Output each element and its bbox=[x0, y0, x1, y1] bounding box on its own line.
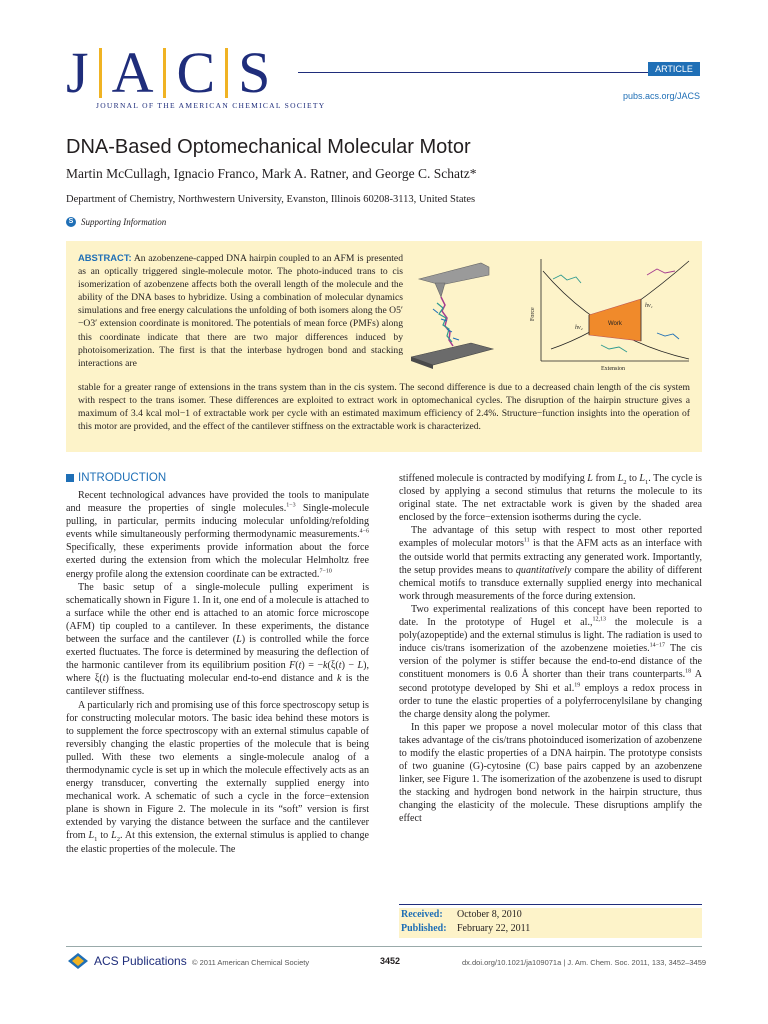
logo-letter-c: C bbox=[176, 40, 216, 105]
supporting-info-icon: S bbox=[66, 217, 76, 227]
molecule-sketch bbox=[601, 345, 627, 352]
molecule-sketch bbox=[553, 275, 581, 283]
supporting-info-link[interactable] bbox=[66, 217, 166, 227]
body-column-right: stiffened molecule is contracted by modifying L from $L_2$ to $L_1$. The cycle is closed by applying a second stimulus that returns the molecule to its original state. The net extractable work is given by the shaded area enclosed by the force−extension isotherms during the cycle. The advantage of this setup with respect to most other reported examples of molecular motors$^{11}$ is that the AFM acts as an interface with the outside world that permits extracting any generated work. Importantly, the setup provides means to quantitatively compare the ability of different chemical motifs to transduce externally supplied energy into mechanical work through measurements of the force during extension. Two experimental realizations of this concept have been reported to date. In the prototype of Hugel et al.,$^{12,13}$ the molecule is a poly(azopeptide) and the external stimulus is light. The radiation is used to induce cis/trans isomerization of the azobenzene moieties.$^{14-17}$ The cis version of the polymer is stiffer because the end-to-end distance of the constituent monomers is 0.6 Å shorter than their trans counterparts.$^{18}$ A second prototype developed by Shi et al.$^{19}$ employs a redox process in order to tune the elastic properties of a polyferrocenylsilane by changing the charge density along the polymer. In this paper we propose a novel molecular motor of this class that takes advantage of the cis/trans photoinduced isomerization of azobenzene to modify the elastic properties of a DNA hairpin. The prototype consists of two guanine (G)-cytosine (C) base pairs capped by an azobenzene linker, see Figure 1. The isomerization of the azobenzene is used to disrupt the stacking and hydrogen bond network in the hairpin structure, thus changing the elasticity of the molecule. These disruptions amplify the effect bbox=[399, 473, 703, 825]
molecule-sketch bbox=[657, 333, 679, 339]
work-label: Work bbox=[608, 321, 622, 327]
published-label: Published: bbox=[401, 923, 447, 934]
received-date: October 8, 2010 bbox=[457, 909, 522, 920]
logo-divider bbox=[99, 48, 102, 98]
supporting-info-label: Supporting Information bbox=[81, 217, 167, 227]
body-column-left: Recent technological advances have provided the tools to manipulate and measure the properties of single molecules.$^{1-3}$ Single-molecule pulling, in particular, permits inducing molecular unfolding/refolding events while simultaneously performing thermodynamic measurements.$^{4-6}$ Specifically, these experiments provide information about the force exerted during the extension from which the molecular Helmholtz free energy profile along the extension coordinate can be extracted.$^{7-10}$ The basic setup of a single-molecule pulling experiment is schematically shown in Figure 1. In it, one end of a molecule is attached to a surface while the other end is attached to an atomic force microscope (AFM) tip coupled to a cantilever. In these experiments, the distance between the surface and the cantilever (L) is controlled while the force exerted fluctuates. The force is determined by measuring the deflection of the harmonic cantilever from its equilibrium position F(t) = −k(ξ(t) − L), where ξ(t) is the fluctuating molecular end-to-end distance and k is the cantilever stiffness. A particularly rich and promising use of this force spectroscopy setup is for constructing molecular motors. The basic idea behind these motors is to supplement the force spectroscopy with an external stimulus capable of reversibly changing the elastic properties of the molecule that is being pulled. With these two elements a single-molecule analog of a thermodynamic cycle is set up in which the molecule effectively acts as an energy transducer, converting the externally supplied energy into mechanical work. A schematic of such a cycle in the force−extension plane is shown in Figure 2. The molecule in its “soft” version is first extended by varying the distance between the surface and the cantilever from $L_1$ to $L_2$. At this extension, the external stimulus is applied to change the elastic properties of the molecule. The bbox=[66, 490, 370, 855]
abstract-label: ABSTRACT: bbox=[78, 252, 132, 263]
abstract-body-part1: An azobenzene-capped DNA hairpin coupled to an AFM is presented as an optically triggered single-molecule motor. The photo-induced trans to cis isomerization of azobenzene affects both the overall length of the molecule and the ability of the DNA bases to hybridize. Using a combination of molecular dynamics simulations and free energy calculations the unfolding of both isomers along the O5′−O3′ extension coordinate is monitored. The potentials of mean force (PMFs) along this coordinate indicate that there are two major differences induced by photoisomerization. The first is that the interbase hydrogen bond and stacking interactions are bbox=[78, 253, 403, 369]
page-number: 3452 bbox=[380, 956, 401, 966]
logo-letter-j: J bbox=[66, 40, 89, 105]
affiliation: Department of Chemistry, Northwestern University, Evanston, Illinois 60208-3113, United States bbox=[66, 194, 476, 205]
footer-rule bbox=[66, 946, 702, 947]
abstract-text-top bbox=[78, 251, 403, 370]
acs-hexagon-icon bbox=[66, 952, 90, 970]
logo-divider bbox=[225, 48, 228, 98]
publication-dates bbox=[399, 908, 702, 938]
molecule-sketch bbox=[647, 269, 675, 275]
doi-citation-link[interactable]: dx.doi.org/10.1021/ja109071a | J. Am. Chem. Soc. 2011, 133, 3452–3459 bbox=[462, 958, 707, 967]
published-row bbox=[401, 923, 530, 934]
afm-cantilever bbox=[419, 263, 489, 285]
logo-letter-s: S bbox=[238, 40, 271, 105]
copyright-notice: © 2011 American Chemical Society bbox=[192, 958, 310, 967]
logo-letter-a: A bbox=[111, 40, 154, 105]
journal-logo bbox=[66, 40, 270, 106]
x-axis-label: Extension bbox=[601, 366, 625, 372]
afm-tip bbox=[435, 283, 445, 297]
author-list: Martin McCullagh, Ignacio Franco, Mark A. Ratner, and George C. Schatz* bbox=[66, 166, 477, 181]
hv1-label: hν₁ bbox=[645, 303, 653, 309]
molecule-strand bbox=[441, 297, 453, 346]
published-date: February 22, 2011 bbox=[457, 923, 531, 934]
logo-divider bbox=[163, 48, 166, 98]
toc-graphic bbox=[411, 249, 693, 375]
journal-url-link[interactable]: pubs.acs.org/JACS bbox=[622, 91, 700, 101]
received-label: Received: bbox=[401, 909, 443, 920]
received-row bbox=[401, 909, 522, 920]
hv2-label: hν₂ bbox=[575, 325, 583, 331]
paper-title: DNA-Based Optomechanical Molecular Motor bbox=[66, 136, 471, 158]
y-axis-label: Force bbox=[530, 307, 536, 321]
work-area bbox=[589, 299, 641, 341]
dates-rule bbox=[399, 904, 702, 905]
article-type-badge: ARTICLE bbox=[648, 62, 700, 76]
header-rule bbox=[298, 72, 700, 73]
section-marker-icon bbox=[66, 474, 74, 482]
publisher-logo bbox=[66, 952, 187, 970]
abstract-body-part2: stable for a greater range of extensions in the trans system than in the cis system. The second difference is due to a decreased chain length of the cis system with respect to the trans isomer. These differences are exploited to extract work in optomechanical cycles. The disruption of the hairpin structure gives a maximum of 3.4 kcal mol−1 of extractable work per cycle with an estimated maximum efficiency of 2.4%. Structure−function insights into the operation of this motor are provided, and the effect of the cantilever stiffness on the extractable work is characterized. bbox=[78, 382, 690, 433]
section-heading-label: INTRODUCTION bbox=[78, 472, 167, 484]
publisher-name: ACS Publications bbox=[94, 954, 187, 968]
journal-name: JOURNAL OF THE AMERICAN CHEMICAL SOCIETY bbox=[96, 101, 326, 110]
abstract-box bbox=[66, 241, 702, 452]
section-heading-introduction bbox=[66, 472, 166, 484]
